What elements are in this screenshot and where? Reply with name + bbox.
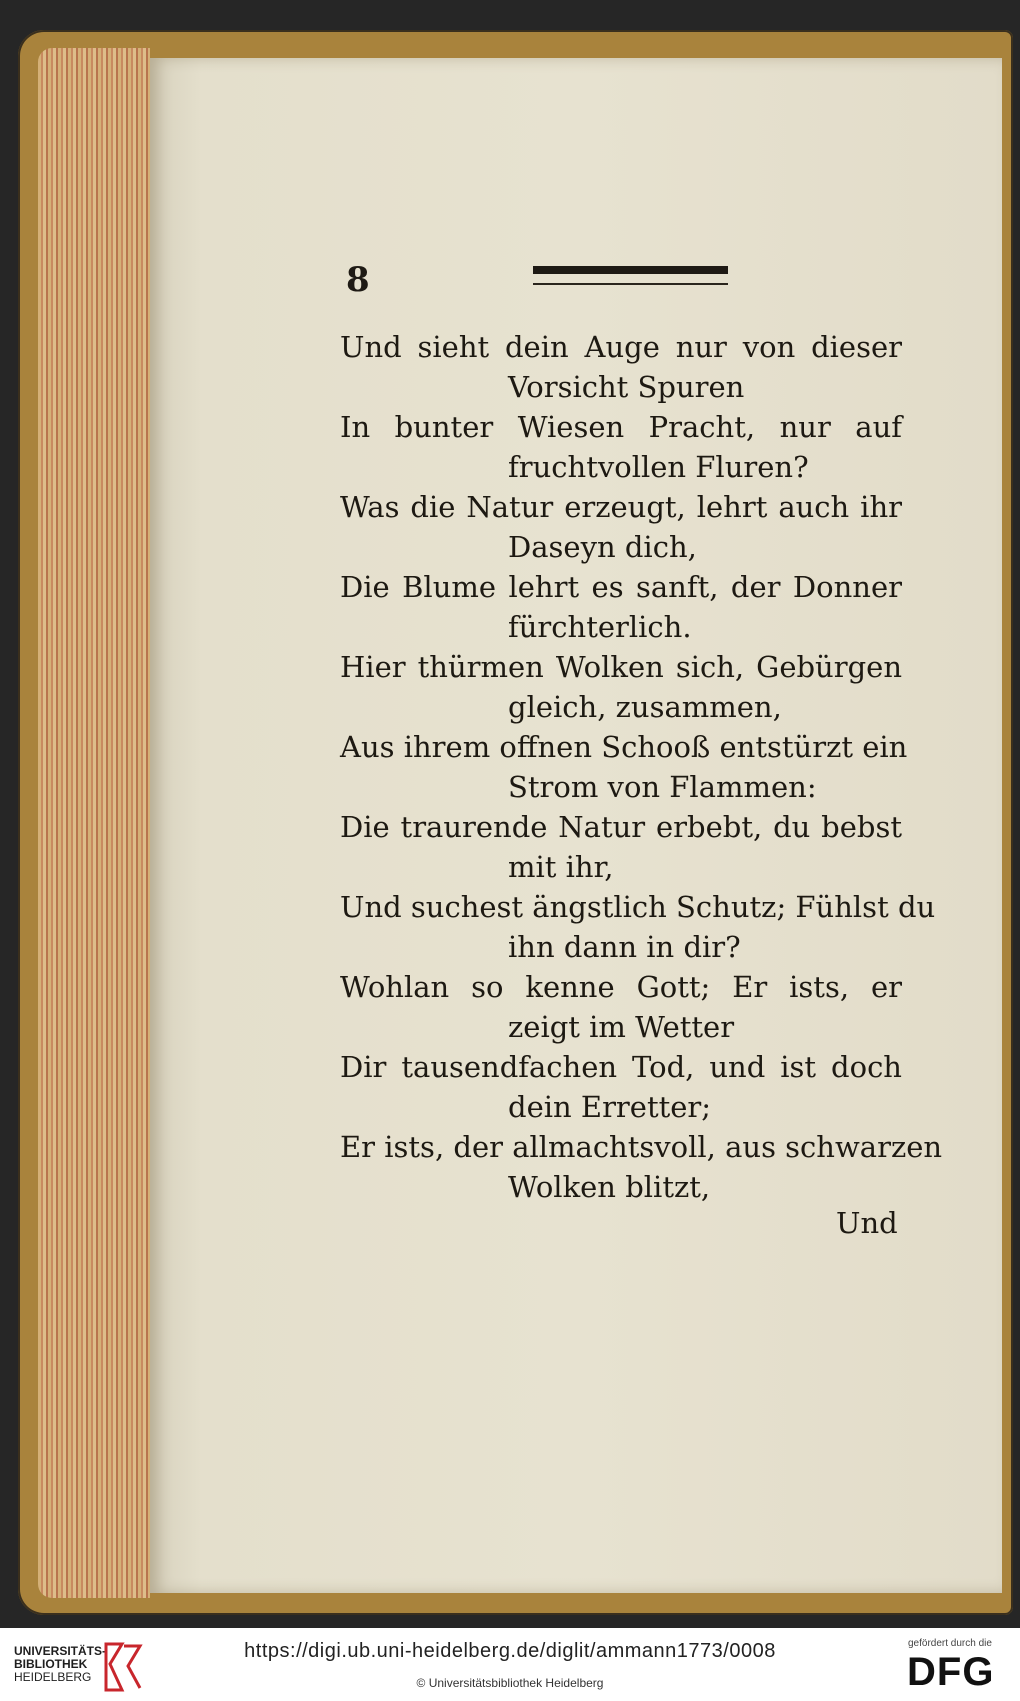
poem-line: Die traurende Natur erbebt, du bebst — [340, 810, 902, 844]
catchword: Und — [836, 1206, 898, 1240]
library-name-line1: UNIVERSITÄTS- — [14, 1644, 107, 1658]
poem-line: zeigt im Wetter — [508, 1010, 735, 1044]
poem-line: Vorsicht Spuren — [508, 370, 745, 404]
poem-line: Die Blume lehrt es sanft, der Donner — [340, 570, 902, 604]
viewer-footer — [0, 1628, 1020, 1701]
poem-line: Hier thürmen Wolken sich, Gebürgen — [340, 650, 902, 684]
poem-text — [340, 327, 943, 1207]
poem-line: Dir tausendfachen Tod, und ist doch — [340, 1050, 902, 1084]
poem-line: fürchterlich. — [508, 610, 692, 644]
library-name-line3: HEIDELBERG — [14, 1670, 92, 1684]
poem-line: Und suchest ängstlich Schutz; Fühlst du — [340, 890, 936, 924]
poem-line: Was die Natur erzeugt, lehrt auch ihr — [340, 490, 902, 524]
header-rule-thin — [533, 283, 728, 285]
page-edges — [38, 48, 150, 1598]
copyright-notice: © Universitätsbibliothek Heidelberg — [416, 1676, 604, 1690]
page-number: 8 — [346, 260, 370, 300]
dfg-logo[interactable]: DFG — [907, 1650, 995, 1694]
poem-line: dein Erretter; — [508, 1090, 712, 1124]
poem-line: Er ists, der allmachtsvoll, aus schwarzen — [340, 1130, 943, 1164]
poem-line: gleich, zusammen, — [508, 690, 782, 724]
poem-line: ihn dann in dir? — [508, 930, 741, 964]
poem-line: Strom von Flammen: — [508, 770, 817, 804]
poem-line: Und sieht dein Auge nur von dieser — [340, 330, 902, 364]
poem-line: Daseyn dich, — [508, 530, 697, 564]
poem-line: Wolken blitzt, — [508, 1170, 711, 1204]
poem-line: Wohlan so kenne Gott; Er ists, er — [340, 970, 902, 1004]
poem-line: Aus ihrem offnen Schooß entstürzt ein — [340, 730, 908, 764]
library-name-line2: BIBLIOTHEK — [14, 1657, 88, 1671]
header-rule — [533, 266, 728, 274]
document-url[interactable]: https://digi.ub.uni-heidelberg.de/diglit/ammann1773/0008 — [244, 1640, 776, 1662]
funding-note: gefördert durch die — [908, 1638, 992, 1649]
poem-line: In bunter Wiesen Pracht, nur auf — [340, 410, 902, 444]
poem-line: mit ihr, — [508, 850, 614, 884]
poem-line: fruchtvollen Fluren? — [508, 450, 809, 484]
